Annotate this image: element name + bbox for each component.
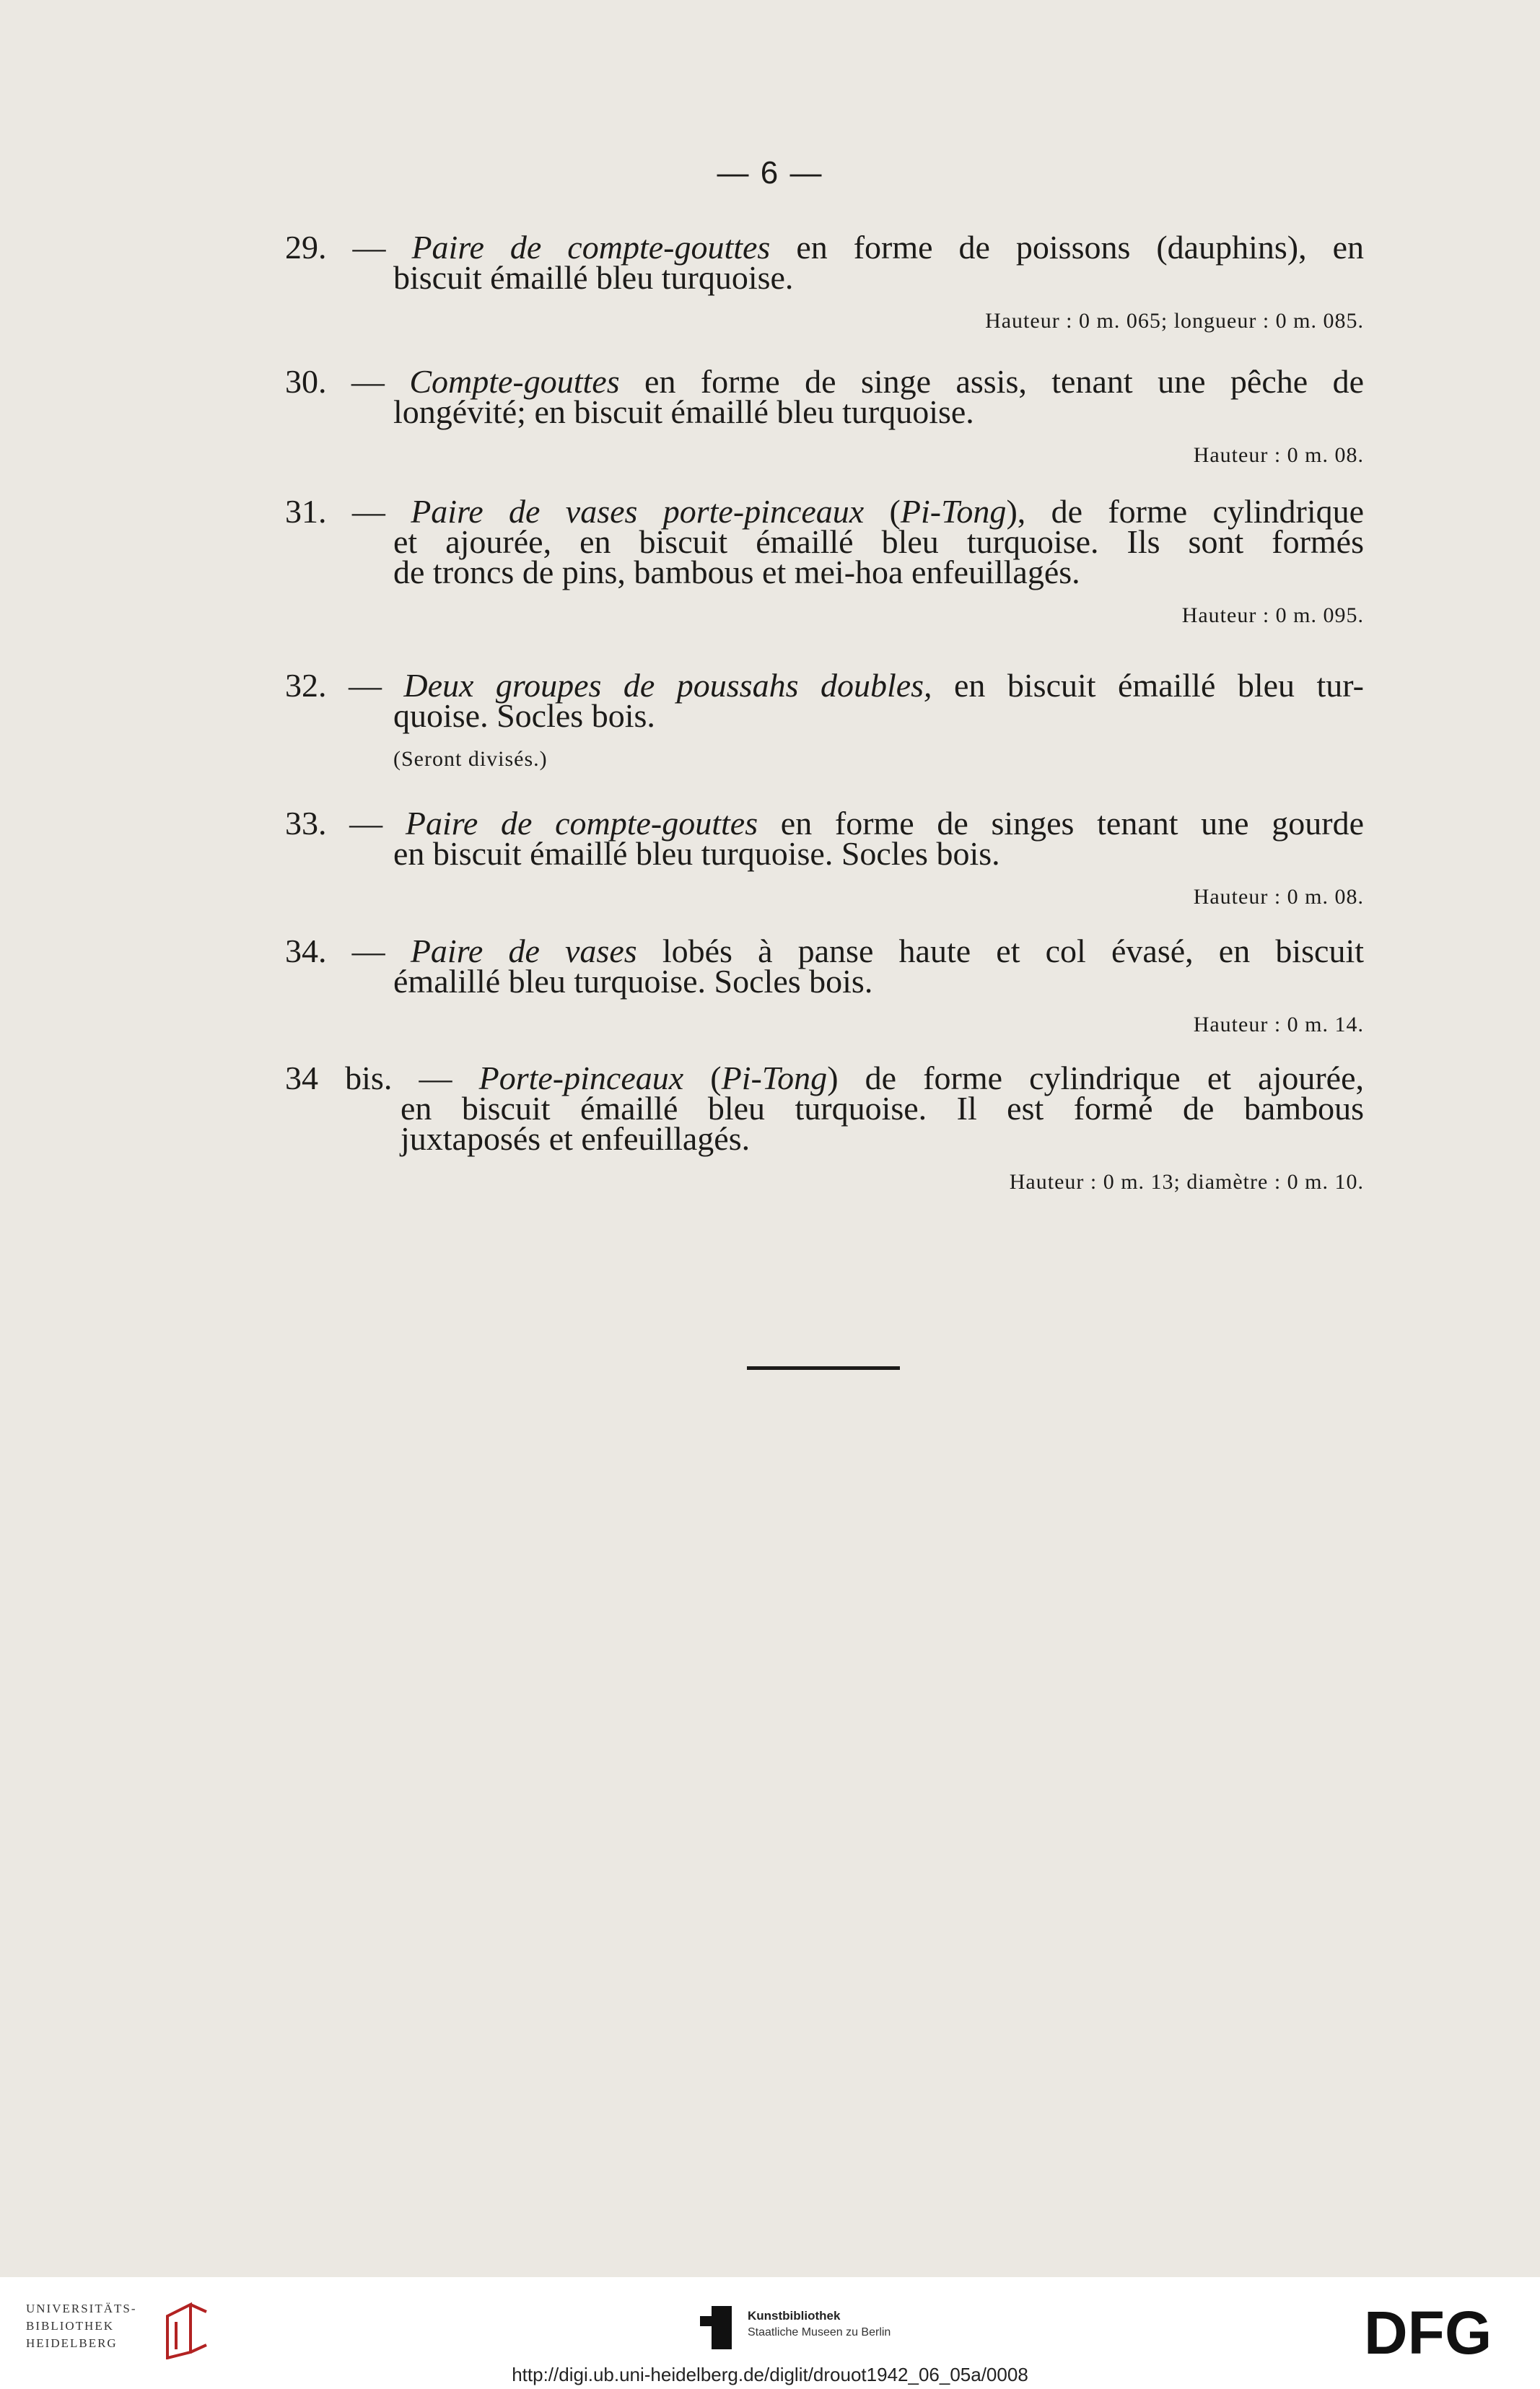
- catalog-entry-29: [285, 229, 1364, 333]
- entry-dash: —: [326, 229, 412, 266]
- entry-line: quoise. Socles bois.: [393, 697, 655, 734]
- kb-logo-subtitle: Staatliche Museen zu Berlin: [748, 2326, 891, 2338]
- entry-title-secondary: Pi-Tong: [721, 1060, 828, 1096]
- catalog-entry-34: [285, 933, 1365, 1037]
- dfg-logo[interactable]: [1364, 2303, 1515, 2361]
- entry-title: Paire de compte-gouttes: [411, 229, 771, 266]
- entry-first-line: [285, 667, 1364, 704]
- entry-measurements: Hauteur : 0 m. 095.: [1181, 603, 1364, 627]
- entry-dash: —: [392, 1060, 479, 1096]
- entry-dash: —: [326, 667, 404, 704]
- entry-text: en forme de singe assis, tenant une pêche de: [619, 363, 1364, 400]
- entry-line: et ajourée, en biscuit émaillé bleu turquoise. Ils sont formés: [393, 523, 1364, 560]
- ub-logo-line1: UNIVERSITÄTS-: [26, 2302, 137, 2315]
- catalog-entry-31: [285, 493, 1365, 628]
- ub-logo-line2: BIBLIOTHEK: [26, 2319, 114, 2333]
- entry-first-line: [285, 805, 1365, 842]
- entry-text: en biscuit émaillé bleu tur-: [932, 667, 1364, 704]
- entry-number: 34 bis.: [285, 1060, 393, 1096]
- catalog-entry-34-bis: [285, 1060, 1364, 1194]
- entry-text: ) de forme cylindrique et ajourée,: [827, 1060, 1364, 1096]
- entry-line: émalillé bleu turquoise. Socles bois.: [393, 963, 873, 1000]
- entry-number: 30.: [285, 363, 327, 400]
- entry-text: (: [683, 1060, 722, 1096]
- entry-number: 34.: [285, 933, 327, 969]
- entry-number: 29.: [285, 229, 327, 266]
- entry-title: Paire de vases: [410, 933, 637, 969]
- entry-text: lobés à panse haute et col évasé, en biscuit: [636, 933, 1365, 969]
- entry-measurements: Hauteur : 0 m. 14.: [1193, 1013, 1364, 1036]
- entry-first-line: [285, 1060, 1364, 1096]
- digitization-footer: [0, 2277, 1540, 2389]
- entry-dash: —: [326, 493, 411, 530]
- entry-measurements: Hauteur : 0 m. 13; diamètre : 0 m. 10.: [1009, 1170, 1364, 1194]
- ub-heidelberg-logo[interactable]: [26, 2300, 199, 2351]
- entry-title: Deux groupes de poussahs doubles,: [403, 667, 932, 704]
- catalog-entry-30: [285, 363, 1364, 468]
- entry-text: ), de forme cylindrique: [1006, 493, 1365, 530]
- entry-line: juxtaposés et enfeuillagés.: [401, 1120, 751, 1157]
- entry-note: (Seront divisés.): [393, 747, 548, 771]
- entry-title: Paire de vases porte-pinceaux: [411, 493, 865, 530]
- entry-title: Porte-pinceaux: [478, 1060, 684, 1096]
- entry-dash: —: [326, 933, 411, 969]
- entry-text: en forme de poissons (dauphins), en: [770, 229, 1364, 266]
- entry-text: en forme de singes tenant une gourde: [758, 805, 1365, 842]
- catalog-entry-33: [285, 805, 1365, 909]
- entry-measurements: Hauteur : 0 m. 065; longueur : 0 m. 085.: [985, 309, 1364, 333]
- entry-text: (: [864, 493, 901, 530]
- ub-logo-line3: HEIDELBERG: [26, 2336, 118, 2350]
- source-url[interactable]: http://digi.ub.uni-heidelberg.de/diglit/drouot1942_06_05a/0008: [512, 2364, 1028, 2385]
- kunstbibliothek-mark-icon: [700, 2306, 732, 2349]
- entry-measurements: Hauteur : 0 m. 08.: [1193, 443, 1364, 467]
- entry-line: en biscuit émaillé bleu turquoise. Il est formé de bambous: [401, 1090, 1364, 1127]
- ub-mark-icon: [162, 2302, 212, 2359]
- catalog-entry-32: [285, 667, 1364, 772]
- entry-line: en biscuit émaillé bleu turquoise. Socles bois.: [393, 835, 1000, 872]
- page-number: — 6 —: [717, 155, 823, 191]
- entry-dash: —: [326, 805, 406, 842]
- entry-line: longévité; en biscuit émaillé bleu turquoise.: [393, 393, 974, 430]
- entry-title: Compte-gouttes: [409, 363, 620, 400]
- entry-number: 33.: [285, 805, 327, 842]
- entry-title-secondary: Pi-Tong: [900, 493, 1007, 530]
- entry-line: biscuit émaillé bleu turquoise.: [393, 259, 794, 296]
- entry-number: 32.: [285, 667, 327, 704]
- entry-line: de troncs de pins, bambous et mei-hoa enfeuillagés.: [393, 554, 1080, 590]
- kunstbibliothek-logo[interactable]: [700, 2306, 989, 2357]
- entry-title: Paire de compte-gouttes: [405, 805, 758, 842]
- kb-logo-title: Kunstbibliothek: [748, 2309, 841, 2323]
- entry-dash: —: [326, 363, 410, 400]
- entry-first-line: [285, 933, 1365, 969]
- dfg-logo-text: DFG: [1364, 2303, 1492, 2361]
- entry-first-line: [285, 229, 1364, 266]
- section-divider: [747, 1366, 900, 1370]
- entry-measurements: Hauteur : 0 m. 08.: [1193, 885, 1364, 909]
- entry-first-line: [285, 493, 1365, 530]
- entry-first-line: [285, 363, 1364, 400]
- entry-number: 31.: [285, 493, 327, 530]
